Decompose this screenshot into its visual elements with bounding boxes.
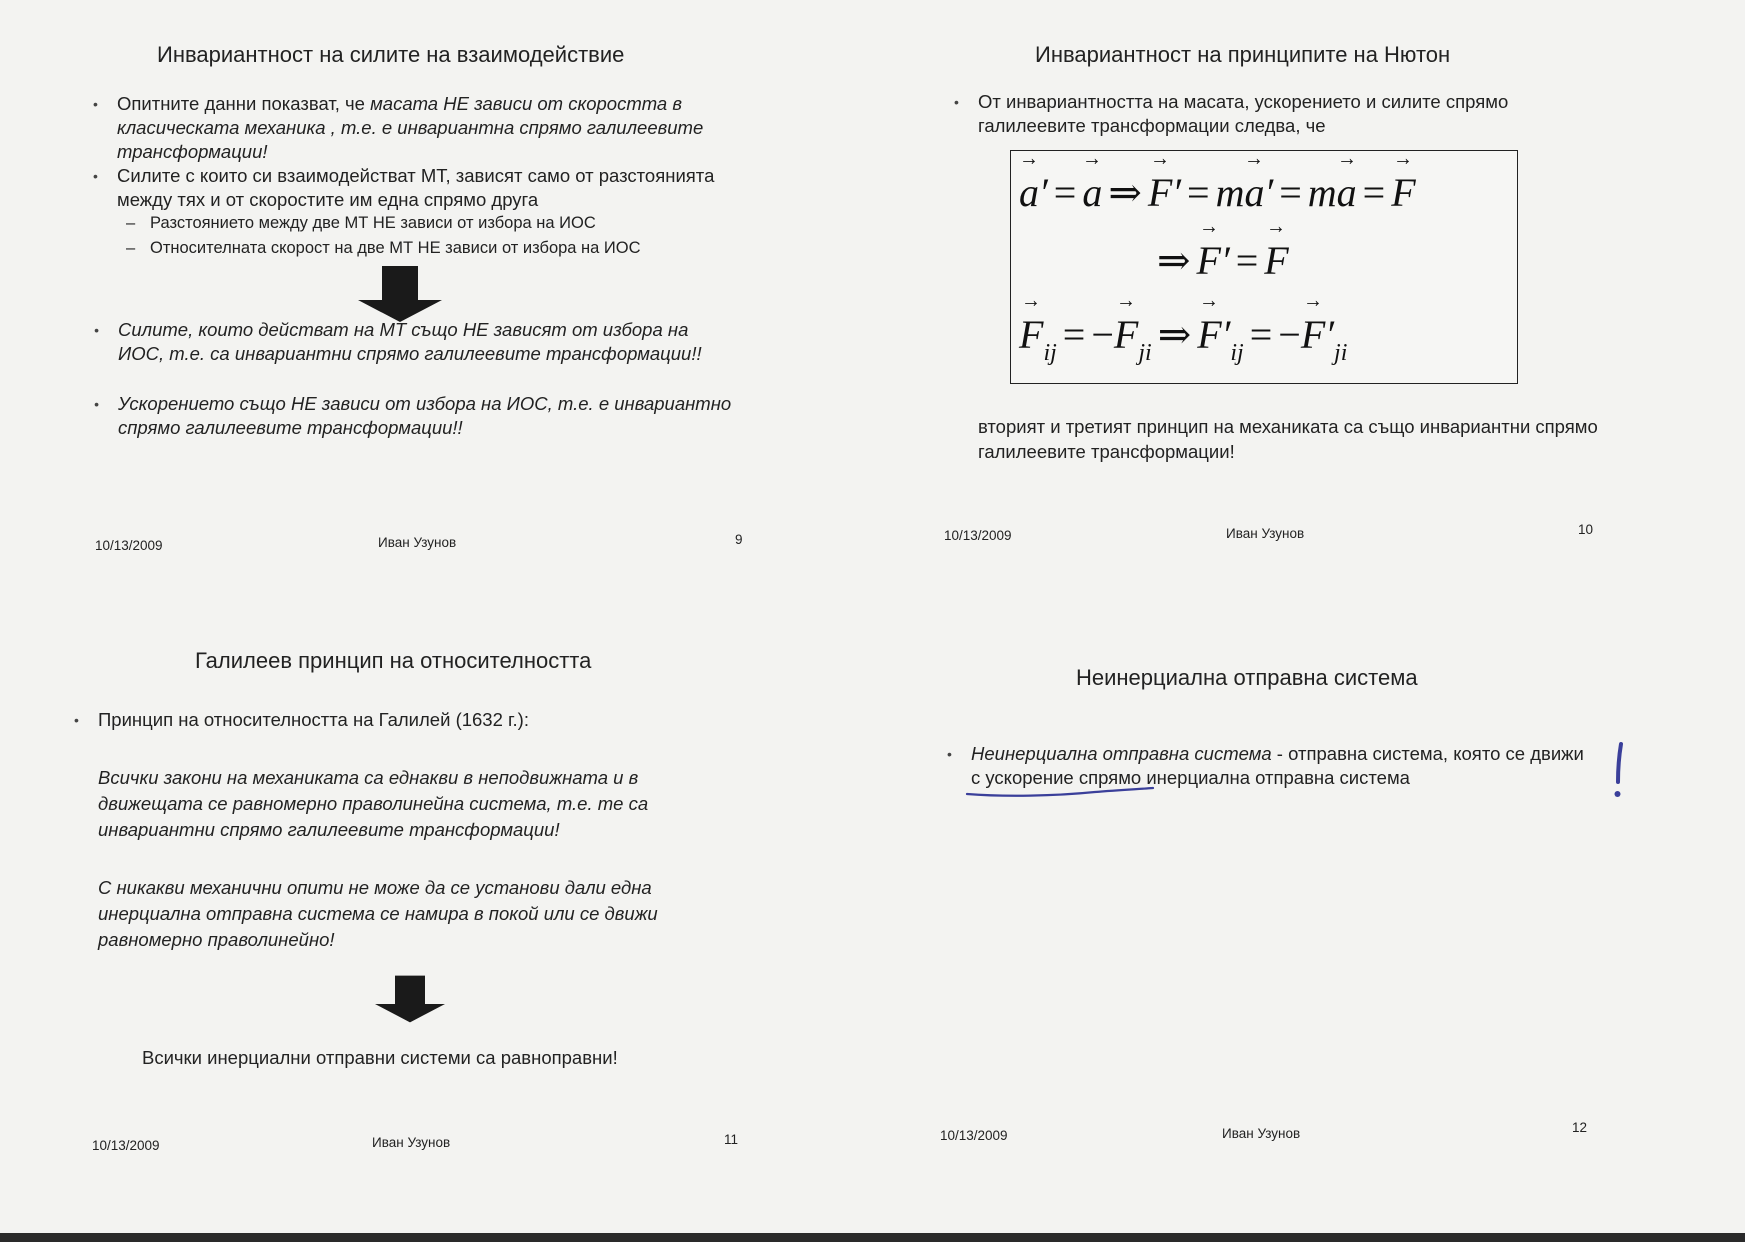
symbol-eq: =	[1279, 170, 1302, 215]
bullet-definition	[971, 742, 1591, 790]
symbol-a: a	[1336, 170, 1357, 215]
symbol-m: m	[1215, 170, 1245, 215]
symbol-eq: =	[1187, 170, 1210, 215]
conclusion-forces: • Силите, които действат на МТ също НЕ зависят от избора на ИОС, т.е. са инвариантни спрямо галилеевите трансформации!!	[118, 318, 738, 366]
symbol-eq: =	[1249, 312, 1273, 357]
symbol-eq: =	[1362, 170, 1386, 215]
subscript-ij: ij	[1230, 340, 1244, 366]
handwritten-underline	[965, 785, 1155, 799]
symbol-prime: ′	[1039, 170, 1048, 215]
subscript-ij: ij	[1043, 340, 1057, 366]
paragraph-experiments: С никакви механични опити не може да се установи дали една инерциална отправна система се намира в покой или се движи равномерно праволинейно!	[98, 877, 658, 950]
symbol-F: F	[1196, 238, 1221, 283]
symbol-a: a	[1019, 170, 1039, 215]
subscript-ji: ji	[1334, 340, 1348, 366]
slide-9	[0, 0, 860, 600]
bullet-text-plain: - отправна система, която се движи с ускорение спрямо инерциална отправна система	[971, 743, 1584, 788]
down-arrow-icon	[358, 266, 442, 322]
subbullet-distance: – Разстоянието между две МТ НЕ зависи от избора на ИОС	[150, 212, 750, 234]
footer-date: 10/13/2009	[95, 538, 163, 553]
bullet-forces	[117, 164, 737, 212]
symbol-F: F	[1300, 312, 1326, 357]
slide-12	[870, 620, 1730, 1220]
symbol-prime: ′	[1264, 170, 1274, 215]
symbol-minus: −	[1091, 312, 1114, 357]
slide-title: Инвариантност на принципите на Нютон	[1035, 42, 1451, 67]
paragraph-laws: Всички закони на механиката са еднакви в неподвижната и в движещата се равномерно праволинейна система, т.е. те са инвариантни спрямо галилеевите трансформации!	[98, 767, 649, 840]
symbol-m: m	[1307, 170, 1337, 215]
footer-date: 10/13/2009	[92, 1138, 160, 1153]
footer-page-number: 12	[1572, 1120, 1588, 1135]
bullet-text: Силите с които си взаимодействат МТ, зависят само от разстоянията между тях и от скоростите им една спрямо друга	[117, 165, 715, 210]
slide-title: Галилеев принцип на относителността	[195, 648, 592, 673]
symbol-a: a	[1244, 170, 1265, 215]
footer-author: Иван Узунов	[378, 535, 457, 550]
symbol-implies: ⇒	[1157, 238, 1191, 283]
slide-10	[870, 0, 1730, 600]
symbol-minus: −	[1278, 312, 1301, 357]
symbol-prime: ′	[1220, 238, 1230, 283]
symbol-F: F	[1197, 312, 1222, 357]
footer-author: Иван Узунов	[1222, 1126, 1301, 1141]
formula-box	[1010, 150, 1518, 384]
footer-author: Иван Узунов	[372, 1135, 451, 1150]
bullet-text-plain: Опитните данни показват, че	[117, 93, 371, 114]
conclusion-text: вторият и третият принцип на механиката са също инвариантни спрямо галилеевите трансформации!	[978, 416, 1598, 462]
symbol-F: F	[1113, 312, 1139, 357]
symbol-eq: =	[1235, 238, 1259, 283]
conclusion-acceleration: • Ускорението също НЕ зависи от избора на ИОС, т.е. е инвариантно спрямо галилеевите трансформации!!	[118, 392, 738, 440]
symbol-implies: ⇒	[1108, 170, 1142, 215]
symbol-implies: ⇒	[1157, 312, 1192, 357]
formula-line-3	[1019, 311, 1347, 367]
bullet-text-italic: Неинерциална отправна система	[971, 743, 1272, 764]
formula-line-2	[1151, 237, 1289, 284]
bullet-principle: • Принцип на относителността на Галилей (1632 г.):	[98, 708, 738, 732]
slide-title: Неинерциална отправна система	[1076, 665, 1418, 690]
subbullet-relative-speed: – Относителната скорост на две МТ НЕ зависи от избора на ИОС	[150, 237, 750, 259]
footer-page-number: 11	[724, 1132, 739, 1147]
scan-bottom-edge	[0, 1233, 1745, 1242]
symbol-a: a	[1082, 170, 1103, 215]
symbol-F: F	[1147, 170, 1173, 215]
conclusion-text: Всички инерциални отправни системи са равноправни!	[142, 1047, 618, 1068]
subscript-ji: ji	[1138, 340, 1152, 366]
footer-date: 10/13/2009	[940, 1128, 1008, 1143]
slide-title: Инвариантност на силите на взаимодействие	[157, 42, 625, 67]
footer-page-number: 9	[735, 532, 743, 547]
symbol-prime: ′	[1325, 312, 1335, 357]
symbol-prime: ′	[1221, 312, 1231, 357]
handwritten-exclamation-icon	[1610, 742, 1630, 800]
symbol-F: F	[1264, 238, 1289, 283]
bullet-intro: • От инвариантността на масата, ускорението и силите спрямо галилеевите трансформации следва, че	[978, 90, 1618, 138]
bullet-text-italic: масата НЕ зависи от скоростта в класическата механика , т.е. е инвариантна спрямо галилеевите трансформации!	[117, 93, 704, 162]
symbol-prime: ′	[1172, 170, 1182, 215]
symbol-F: F	[1391, 170, 1416, 215]
footer-date: 10/13/2009	[944, 528, 1012, 543]
footer-page-number: 10	[1578, 522, 1594, 537]
symbol-eq: =	[1053, 170, 1077, 215]
slide-11	[0, 620, 860, 1220]
down-arrow-icon	[375, 974, 445, 1024]
footer-author: Иван Узунов	[1226, 526, 1305, 541]
symbol-eq: =	[1062, 312, 1086, 357]
formula-line-1	[1019, 169, 1416, 216]
bullet-mass	[117, 92, 737, 164]
symbol-F: F	[1019, 312, 1044, 357]
